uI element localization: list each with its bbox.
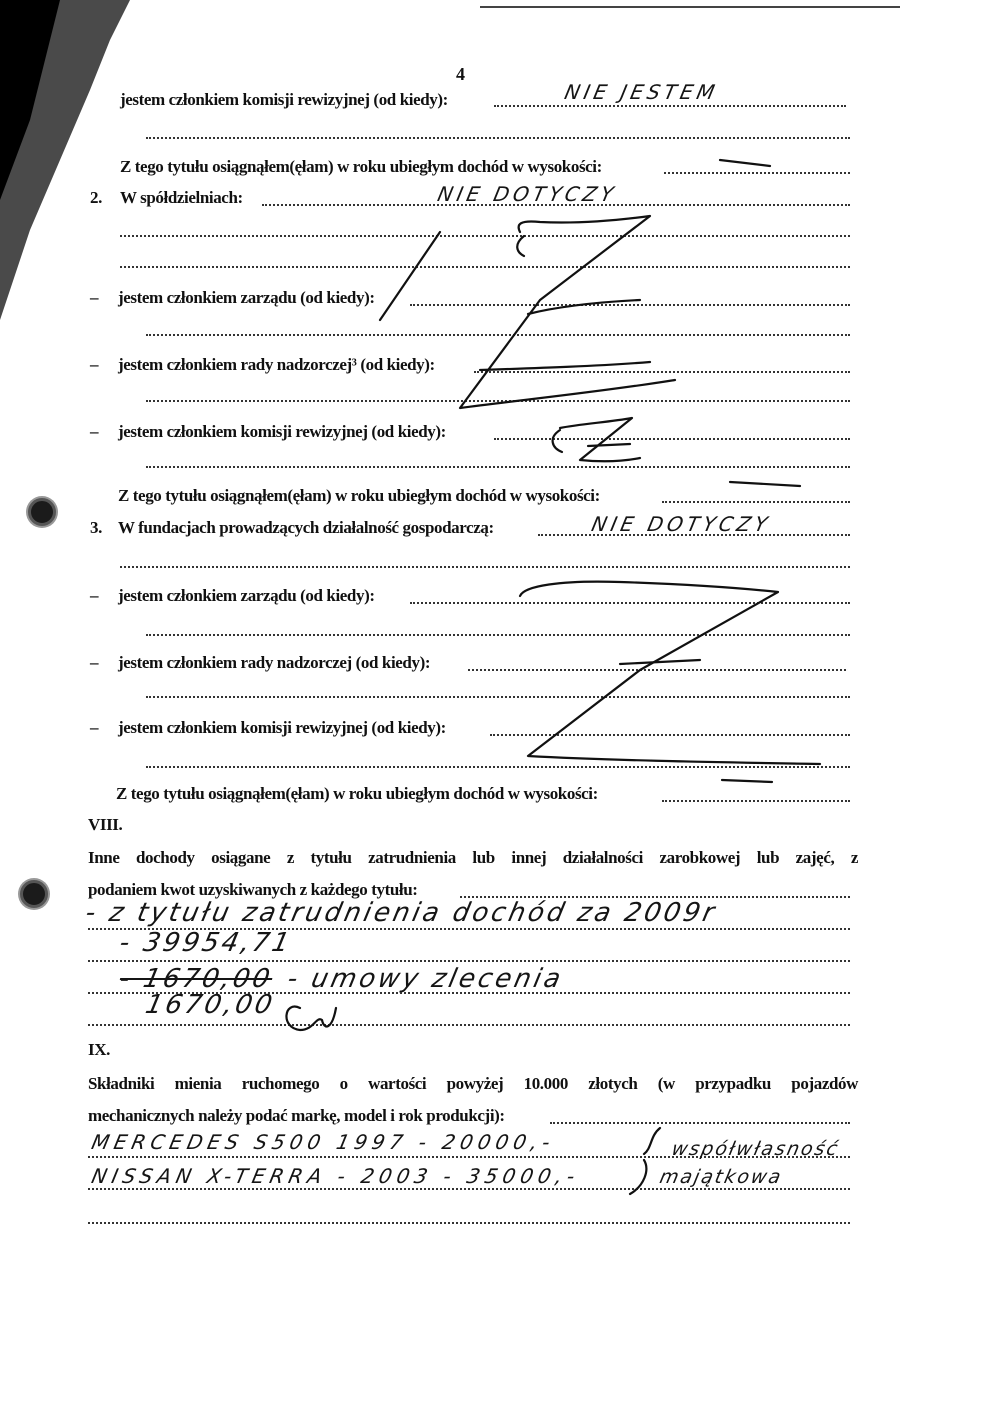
- z-mark-small: [560, 418, 640, 461]
- section-viii-heading: VIII.: [88, 815, 123, 834]
- handwritten-vehicle-1: MERCEDES S500 1997 - 20000,-: [89, 1130, 558, 1154]
- rada3-label: jestem członkiem rady nadzorczej (od kiedy):: [118, 653, 431, 672]
- brace-2: [630, 1160, 646, 1194]
- section-ix-text-2: mechanicznych należy podać markę, model i rok produkcji):: [88, 1106, 505, 1125]
- section-viii-text-1: Inne dochody osiągane z tytułu zatrudnienia lub innej działalności zarobkowej lub zajęć, z: [88, 848, 858, 867]
- z-mark-foundations: [520, 582, 820, 764]
- dash: –: [90, 355, 99, 374]
- komisja3-label: jestem członkiem komisji rewizyjnej (od kiedy):: [118, 718, 446, 737]
- item-3-label: W fundacjach prowadzących działalność gospodarczą:: [118, 518, 494, 537]
- handwritten-income-line-3: - umowy zlecenia: [284, 964, 567, 994]
- item-2-label: W spółdzielniach:: [120, 188, 243, 207]
- handwritten-income-line-4: 1670,00: [142, 990, 278, 1020]
- dash: –: [90, 288, 99, 307]
- section-ix-text-1: Składniki mienia ruchomego o wartości powyżej 10.000 złotych (w przypadku pojazdów: [88, 1074, 858, 1093]
- handwritten-income-line-2: - 39954,71: [116, 928, 295, 958]
- handwritten-answer-2: NIE DOTYCZY: [435, 182, 620, 206]
- item-2-number: 2.: [90, 188, 102, 207]
- handwritten-note-2: majątkowa: [657, 1166, 785, 1188]
- income-label-2: Z tego tytułu osiągnąłem(ęłam) w roku ubiegłym dochód w wysokości:: [118, 486, 600, 505]
- dash: –: [90, 586, 99, 605]
- rada-label: jestem członkiem rady nadzorczej³ (od kiedy):: [118, 355, 435, 374]
- income-dash-2: [730, 482, 800, 486]
- page-number: 4: [456, 64, 465, 84]
- handwritten-answer-1: NIE JESTEM: [562, 80, 721, 104]
- komisja-label-1: jestem członkiem komisji rewizyjnej (od kiedy):: [120, 90, 448, 109]
- z-mark-cooperatives: [460, 216, 675, 408]
- zarzad3-label: jestem członkiem zarządu (od kiedy):: [118, 586, 375, 605]
- komisja-label-2: jestem członkiem komisji rewizyjnej (od kiedy):: [118, 422, 446, 441]
- zarzad-label: jestem członkiem zarządu (od kiedy):: [118, 288, 375, 307]
- handwritten-answer-3: NIE DOTYCZY: [589, 512, 774, 536]
- handwritten-income-line-1: - z tytułu zatrudnienia dochód za 2009r: [82, 898, 720, 928]
- signature: [286, 1007, 336, 1030]
- income-label-1: Z tego tytułu osiągnąłem(ęłam) w roku ubiegłym dochód w wysokości:: [120, 157, 602, 176]
- section-viii-text-2: podaniem kwot uzyskiwanych z każdego tytułu:: [88, 880, 418, 899]
- dash: –: [90, 653, 99, 672]
- dash: –: [90, 422, 99, 441]
- income-dash-3: [722, 780, 772, 782]
- handwritten-income-line-3-struck: - 1670,00: [116, 964, 276, 994]
- item-3-number: 3.: [90, 518, 102, 537]
- income-dash-1: [720, 160, 770, 166]
- handwritten-note-1: współwłasność: [669, 1138, 842, 1160]
- brace-1: [644, 1128, 660, 1154]
- income-label-3: Z tego tytułu osiągnąłem(ęłam) w roku ubiegłym dochód w wysokości:: [116, 784, 598, 803]
- section-ix-heading: IX.: [88, 1040, 110, 1059]
- dash: –: [90, 718, 99, 737]
- handwritten-vehicle-2: NISSAN X-TERRA - 2003 - 35000,-: [89, 1164, 583, 1188]
